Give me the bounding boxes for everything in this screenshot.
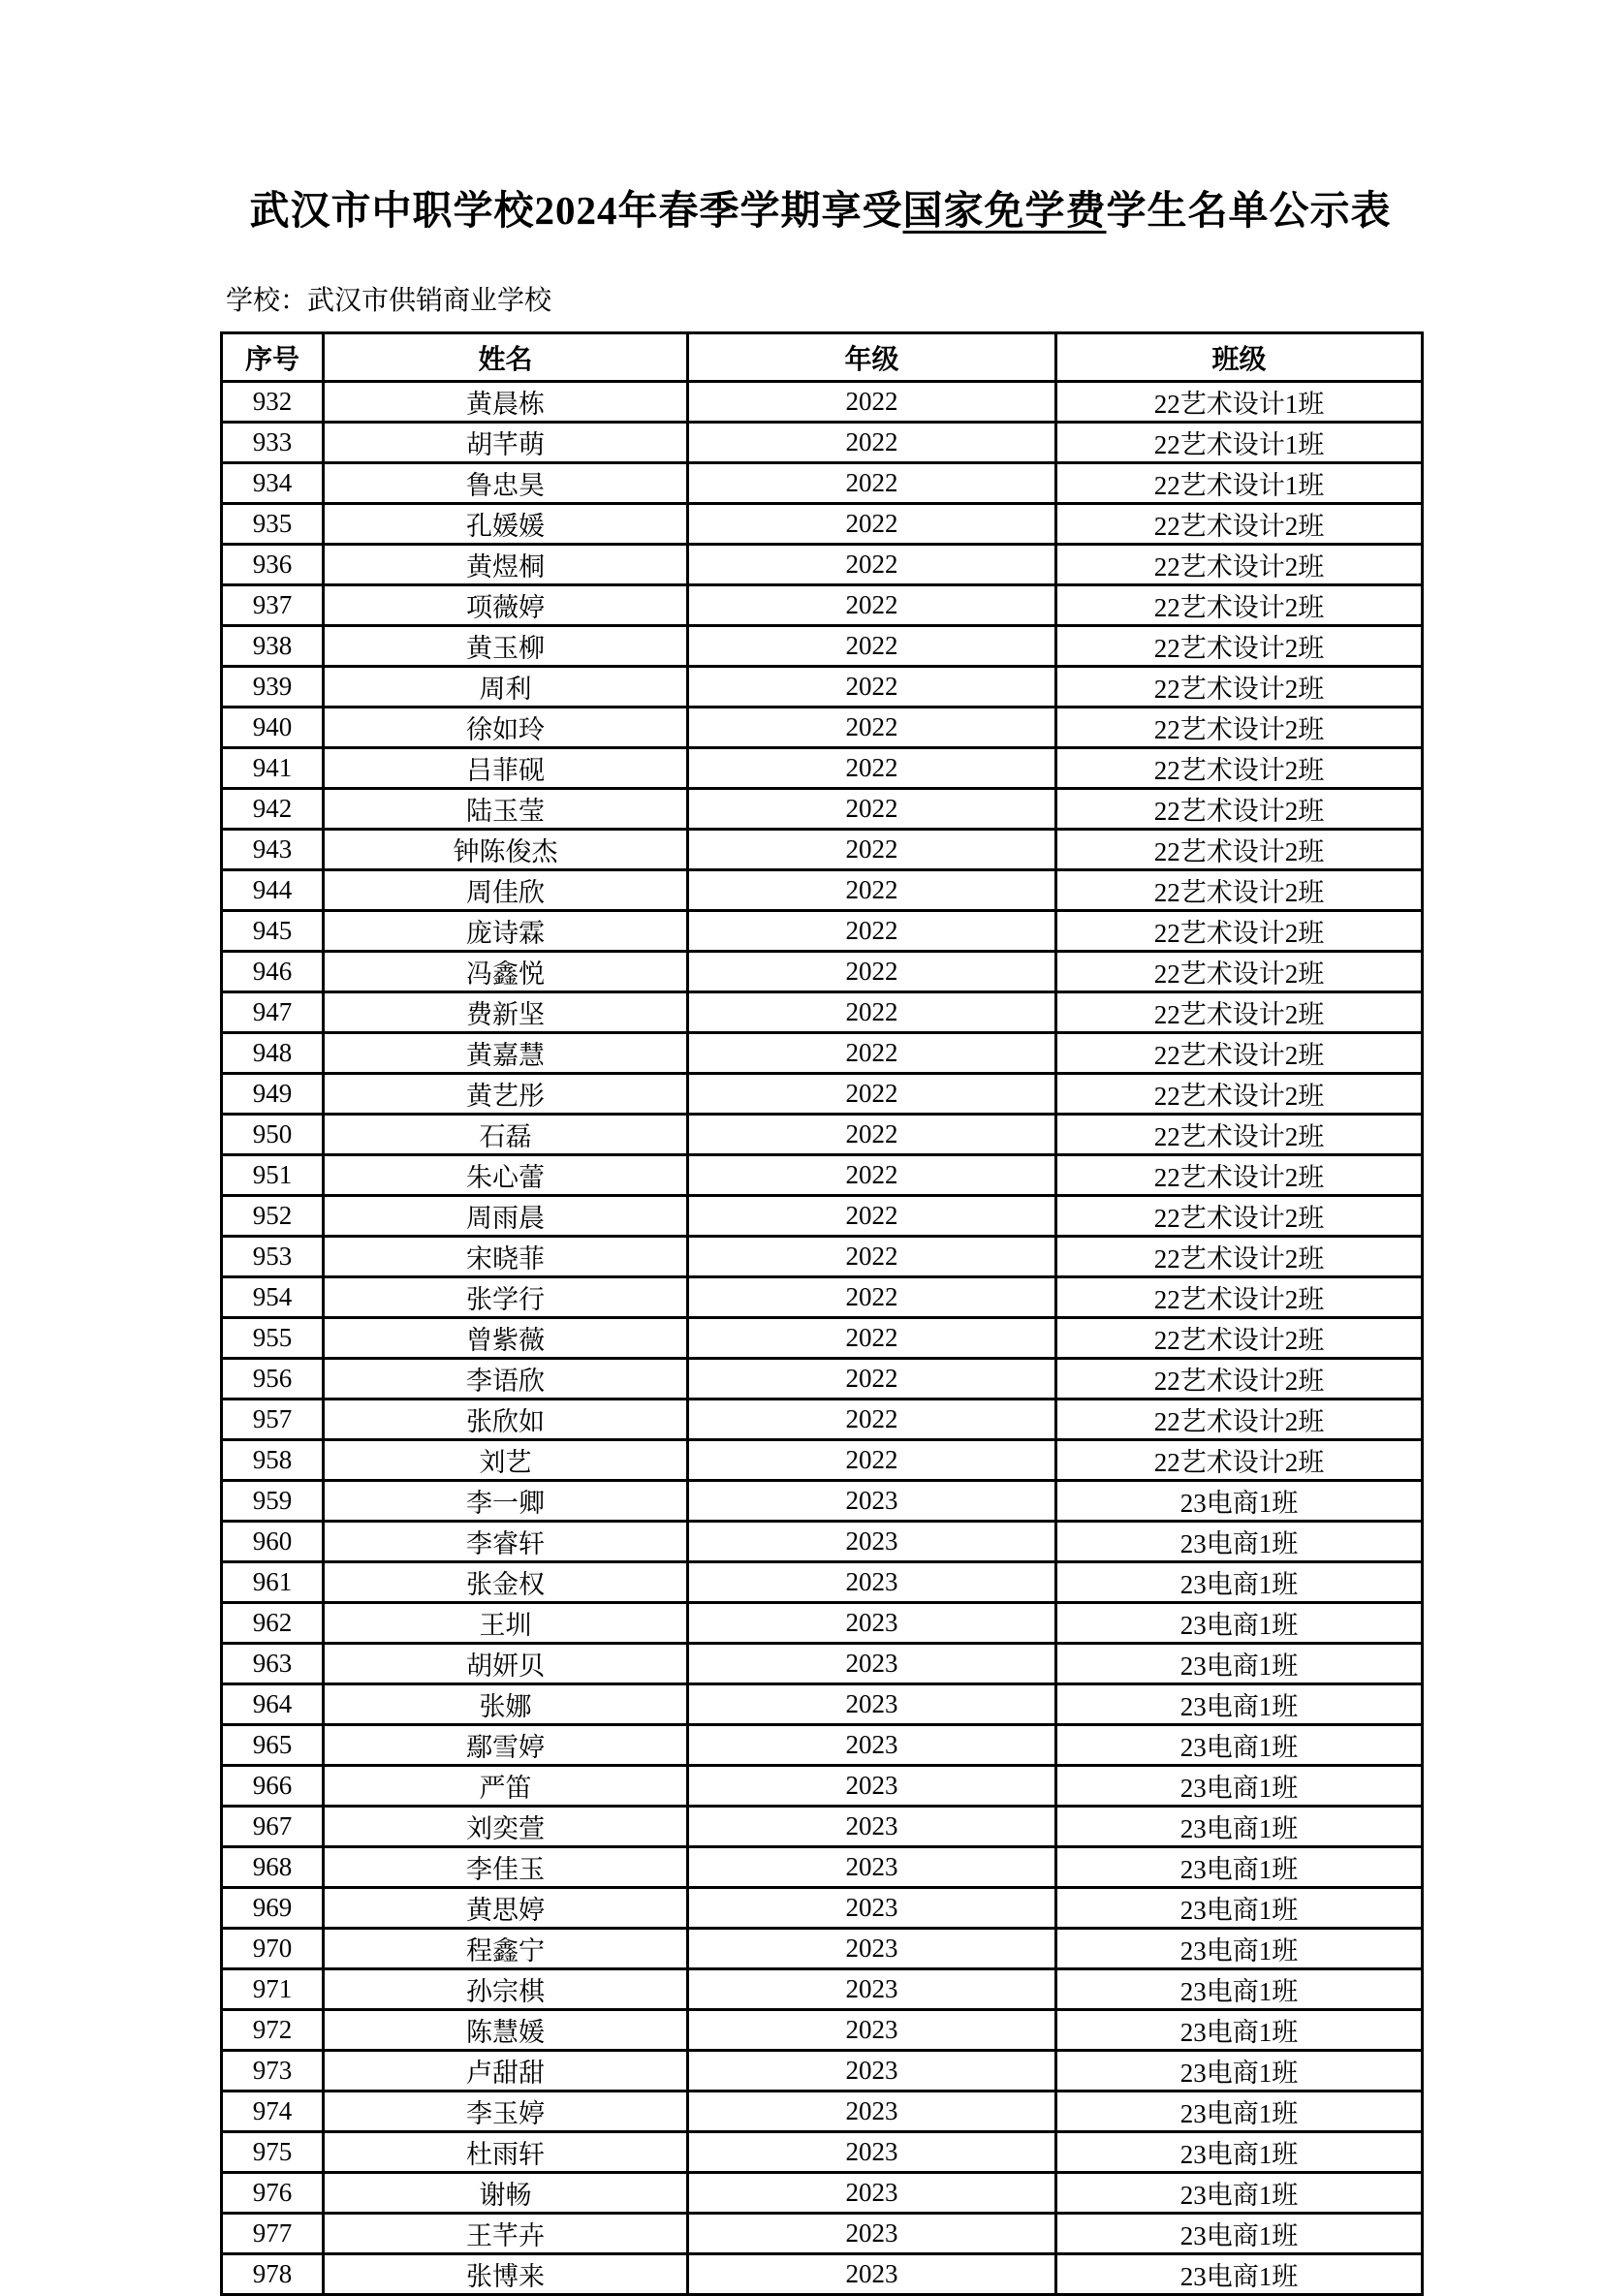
serial-cell: 938 [222,626,324,667]
table-row [222,1522,1423,1562]
class-cell: 22艺术设计2班 [1056,830,1423,870]
table-row [222,463,1423,504]
class-cell: 23电商1班 [1056,2132,1423,2173]
table-row [222,1440,1423,1481]
name-cell: 黄艺彤 [324,1074,688,1115]
grade-cell: 2022 [688,1400,1056,1440]
table-row [222,911,1423,952]
table-row [222,952,1423,992]
table-row [222,1684,1423,1725]
grade-cell: 2023 [688,2092,1056,2132]
grade-cell: 2022 [688,382,1056,423]
name-cell: 孙宗棋 [324,1969,688,2010]
table-row [222,748,1423,789]
class-cell: 23电商1班 [1056,1481,1423,1522]
name-cell: 张学行 [324,1277,688,1318]
class-cell: 22艺术设计2班 [1056,1277,1423,1318]
header-grade: 年级 [688,333,1056,382]
name-cell: 冯鑫悦 [324,952,688,992]
serial-cell: 961 [222,1562,324,1603]
serial-cell: 936 [222,545,324,585]
table-row [222,545,1423,585]
grade-cell: 2022 [688,748,1056,789]
table-row [222,1277,1423,1318]
grade-cell: 2022 [688,911,1056,952]
class-cell: 22艺术设计2班 [1056,911,1423,952]
grade-cell: 2023 [688,1766,1056,1807]
name-cell: 刘艺 [324,1440,688,1481]
name-cell: 费新坚 [324,992,688,1033]
name-cell: 张金权 [324,1562,688,1603]
name-cell: 陈慧媛 [324,2010,688,2051]
serial-cell: 965 [222,1725,324,1766]
name-cell: 李一卿 [324,1481,688,1522]
name-cell: 黄思婷 [324,1888,688,1929]
table-row [222,1400,1423,1440]
class-cell: 22艺术设计2班 [1056,1033,1423,1074]
serial-cell: 969 [222,1888,324,1929]
grade-cell: 2022 [688,1074,1056,1115]
grade-cell: 2023 [688,1684,1056,1725]
serial-cell: 974 [222,2092,324,2132]
serial-cell: 962 [222,1603,324,1644]
class-cell: 22艺术设计2班 [1056,992,1423,1033]
table-row [222,1155,1423,1196]
class-cell: 23电商1班 [1056,1522,1423,1562]
name-cell: 周佳欣 [324,870,688,911]
name-cell: 李玉婷 [324,2092,688,2132]
class-cell: 23电商1班 [1056,1684,1423,1725]
grade-cell: 2022 [688,789,1056,830]
class-cell: 22艺术设计1班 [1056,463,1423,504]
grade-cell: 2022 [688,1115,1056,1155]
table-row [222,1929,1423,1969]
serial-cell: 966 [222,1766,324,1807]
grade-cell: 2022 [688,504,1056,545]
grade-cell: 2023 [688,1603,1056,1644]
grade-cell: 2022 [688,1196,1056,1237]
table-row [222,1969,1423,2010]
grade-cell: 2022 [688,463,1056,504]
serial-cell: 977 [222,2214,324,2254]
name-cell: 李佳玉 [324,1847,688,1888]
class-cell: 23电商1班 [1056,2214,1423,2254]
grade-cell: 2022 [688,423,1056,463]
grade-cell: 2023 [688,1969,1056,2010]
serial-cell: 958 [222,1440,324,1481]
class-cell: 22艺术设计2班 [1056,789,1423,830]
grade-cell: 2023 [688,1888,1056,1929]
student-roster-table [220,331,1424,2296]
serial-cell: 954 [222,1277,324,1318]
name-cell: 鄢雪婷 [324,1725,688,1766]
class-cell: 23电商1班 [1056,1847,1423,1888]
table-row [222,2254,1423,2295]
name-cell: 谢畅 [324,2173,688,2214]
class-cell: 23电商1班 [1056,2254,1423,2295]
serial-cell: 948 [222,1033,324,1074]
name-cell: 朱心蕾 [324,1155,688,1196]
name-cell: 曾紫薇 [324,1318,688,1359]
name-cell: 王圳 [324,1603,688,1644]
class-cell: 22艺术设计1班 [1056,382,1423,423]
serial-cell: 933 [222,423,324,463]
serial-cell: 955 [222,1318,324,1359]
name-cell: 严笛 [324,1766,688,1807]
serial-cell: 943 [222,830,324,870]
class-cell: 23电商1班 [1056,1644,1423,1684]
table-row [222,1725,1423,1766]
grade-cell: 2023 [688,2173,1056,2214]
serial-cell: 934 [222,463,324,504]
class-cell: 22艺术设计2班 [1056,1400,1423,1440]
class-cell: 23电商1班 [1056,1562,1423,1603]
grade-cell: 2022 [688,1277,1056,1318]
serial-cell: 941 [222,748,324,789]
grade-cell: 2022 [688,585,1056,626]
grade-cell: 2022 [688,830,1056,870]
grade-cell: 2022 [688,952,1056,992]
serial-cell: 973 [222,2051,324,2092]
serial-cell: 949 [222,1074,324,1115]
table-row [222,1888,1423,1929]
table-row [222,1481,1423,1522]
name-cell: 胡芊萌 [324,423,688,463]
table-row [222,2214,1423,2254]
school-label: 学校：武汉市供销商业学校 [226,286,552,316]
table-row [222,1644,1423,1684]
class-cell: 23电商1班 [1056,2010,1423,2051]
table-row [222,1074,1423,1115]
grade-cell: 2022 [688,1359,1056,1400]
serial-cell: 957 [222,1400,324,1440]
serial-cell: 932 [222,382,324,423]
grade-cell: 2022 [688,1155,1056,1196]
grade-cell: 2023 [688,2010,1056,2051]
name-cell: 钟陈俊杰 [324,830,688,870]
table-header-row [222,333,1423,382]
table-row [222,1196,1423,1237]
class-cell: 22艺术设计2班 [1056,952,1423,992]
grade-cell: 2023 [688,1847,1056,1888]
table-row [222,2092,1423,2132]
class-cell: 23电商1班 [1056,1969,1423,2010]
table-row [222,1807,1423,1847]
class-cell: 22艺术设计2班 [1056,1359,1423,1400]
table-row [222,1033,1423,1074]
grade-cell: 2023 [688,1807,1056,1847]
serial-cell: 944 [222,870,324,911]
name-cell: 张娜 [324,1684,688,1725]
table-row [222,1847,1423,1888]
name-cell: 胡妍贝 [324,1644,688,1684]
class-cell: 22艺术设计2班 [1056,1237,1423,1277]
name-cell: 吕菲砚 [324,748,688,789]
table-row [222,667,1423,708]
serial-cell: 945 [222,911,324,952]
serial-cell: 976 [222,2173,324,2214]
table-row [222,626,1423,667]
table-row [222,504,1423,545]
student-table-body [222,382,1423,2295]
grade-cell: 2023 [688,1725,1056,1766]
class-cell: 22艺术设计2班 [1056,708,1423,748]
name-cell: 项薇婷 [324,585,688,626]
page-title-suffix: 学生名单公示表 [1106,188,1392,233]
name-cell: 黄嘉慧 [324,1033,688,1074]
class-cell: 22艺术设计2班 [1056,1115,1423,1155]
header-class: 班级 [1056,333,1423,382]
class-cell: 23电商1班 [1056,1888,1423,1929]
class-cell: 22艺术设计2班 [1056,1155,1423,1196]
name-cell: 孔媛媛 [324,504,688,545]
table-row [222,1115,1423,1155]
class-cell: 23电商1班 [1056,2092,1423,2132]
class-cell: 22艺术设计1班 [1056,423,1423,463]
table-row [222,423,1423,463]
class-cell: 22艺术设计2班 [1056,504,1423,545]
class-cell: 23电商1班 [1056,1725,1423,1766]
name-cell: 张欣如 [324,1400,688,1440]
serial-cell: 952 [222,1196,324,1237]
table-row [222,2051,1423,2092]
serial-cell: 953 [222,1237,324,1277]
name-cell: 张博来 [324,2254,688,2295]
serial-cell: 975 [222,2132,324,2173]
grade-cell: 2022 [688,870,1056,911]
page-title-prefix: 武汉市中职学校2024年春季学期享受 [249,188,903,233]
class-cell: 22艺术设计2班 [1056,667,1423,708]
serial-cell: 940 [222,708,324,748]
name-cell: 徐如玲 [324,708,688,748]
serial-cell: 942 [222,789,324,830]
name-cell: 陆玉莹 [324,789,688,830]
serial-cell: 964 [222,1684,324,1725]
grade-cell: 2022 [688,1318,1056,1359]
class-cell: 23电商1班 [1056,1929,1423,1969]
class-cell: 22艺术设计2班 [1056,1074,1423,1115]
table-row [222,1359,1423,1400]
class-cell: 22艺术设计2班 [1056,1318,1423,1359]
name-cell: 鲁忠昊 [324,463,688,504]
serial-cell: 950 [222,1115,324,1155]
name-cell: 石磊 [324,1115,688,1155]
class-cell: 23电商1班 [1056,1603,1423,1644]
serial-cell: 970 [222,1929,324,1969]
serial-cell: 956 [222,1359,324,1400]
grade-cell: 2023 [688,2132,1056,2173]
table-row [222,1318,1423,1359]
name-cell: 黄玉柳 [324,626,688,667]
table-row [222,708,1423,748]
class-cell: 23电商1班 [1056,1766,1423,1807]
name-cell: 李语欣 [324,1359,688,1400]
name-cell: 黄晨栋 [324,382,688,423]
grade-cell: 2023 [688,1481,1056,1522]
serial-cell: 951 [222,1155,324,1196]
grade-cell: 2023 [688,1562,1056,1603]
serial-cell: 972 [222,2010,324,2051]
grade-cell: 2022 [688,667,1056,708]
grade-cell: 2023 [688,1644,1056,1684]
page-title-underlined-text: 国家免学费 [902,188,1107,233]
grade-cell: 2022 [688,545,1056,585]
serial-cell: 939 [222,667,324,708]
name-cell: 李睿轩 [324,1522,688,1562]
name-cell: 宋晓菲 [324,1237,688,1277]
grade-cell: 2022 [688,992,1056,1033]
serial-cell: 960 [222,1522,324,1562]
table-row [222,789,1423,830]
grade-cell: 2022 [688,1440,1056,1481]
serial-cell: 937 [222,585,324,626]
serial-cell: 967 [222,1807,324,1847]
class-cell: 22艺术设计2班 [1056,585,1423,626]
class-cell: 22艺术设计2班 [1056,1440,1423,1481]
name-cell: 周利 [324,667,688,708]
table-row [222,1766,1423,1807]
serial-cell: 959 [222,1481,324,1522]
grade-cell: 2022 [688,1237,1056,1277]
table-row [222,1237,1423,1277]
table-row [222,585,1423,626]
name-cell: 刘奕萱 [324,1807,688,1847]
header-name: 姓名 [324,333,688,382]
grade-cell: 2022 [688,1033,1056,1074]
class-cell: 22艺术设计2班 [1056,748,1423,789]
class-cell: 22艺术设计2班 [1056,870,1423,911]
class-cell: 22艺术设计2班 [1056,626,1423,667]
grade-cell: 2023 [688,2051,1056,2092]
class-cell: 23电商1班 [1056,1807,1423,1847]
name-cell: 杜雨轩 [324,2132,688,2173]
class-cell: 22艺术设计2班 [1056,545,1423,585]
class-cell: 22艺术设计2班 [1056,1196,1423,1237]
name-cell: 周雨晨 [324,1196,688,1237]
page-title [220,178,1421,236]
name-cell: 王芊卉 [324,2214,688,2254]
serial-cell: 947 [222,992,324,1033]
name-cell: 程鑫宁 [324,1929,688,1969]
serial-cell: 978 [222,2254,324,2295]
table-row [222,2173,1423,2214]
grade-cell: 2023 [688,2254,1056,2295]
serial-cell: 963 [222,1644,324,1684]
name-cell: 卢甜甜 [324,2051,688,2092]
serial-cell: 968 [222,1847,324,1888]
table-row [222,870,1423,911]
table-row [222,2010,1423,2051]
name-cell: 庞诗霖 [324,911,688,952]
table-row [222,1603,1423,1644]
name-cell: 黄煜桐 [324,545,688,585]
serial-cell: 946 [222,952,324,992]
serial-cell: 971 [222,1969,324,2010]
table-row [222,830,1423,870]
serial-cell: 935 [222,504,324,545]
grade-cell: 2023 [688,2214,1056,2254]
grade-cell: 2023 [688,1522,1056,1562]
table-row [222,1562,1423,1603]
class-cell: 23电商1班 [1056,2173,1423,2214]
table-row [222,2132,1423,2173]
class-cell: 23电商1班 [1056,2051,1423,2092]
grade-cell: 2022 [688,626,1056,667]
table-row [222,382,1423,423]
table-row [222,992,1423,1033]
grade-cell: 2022 [688,708,1056,748]
grade-cell: 2023 [688,1929,1056,1969]
header-serial: 序号 [222,333,324,382]
